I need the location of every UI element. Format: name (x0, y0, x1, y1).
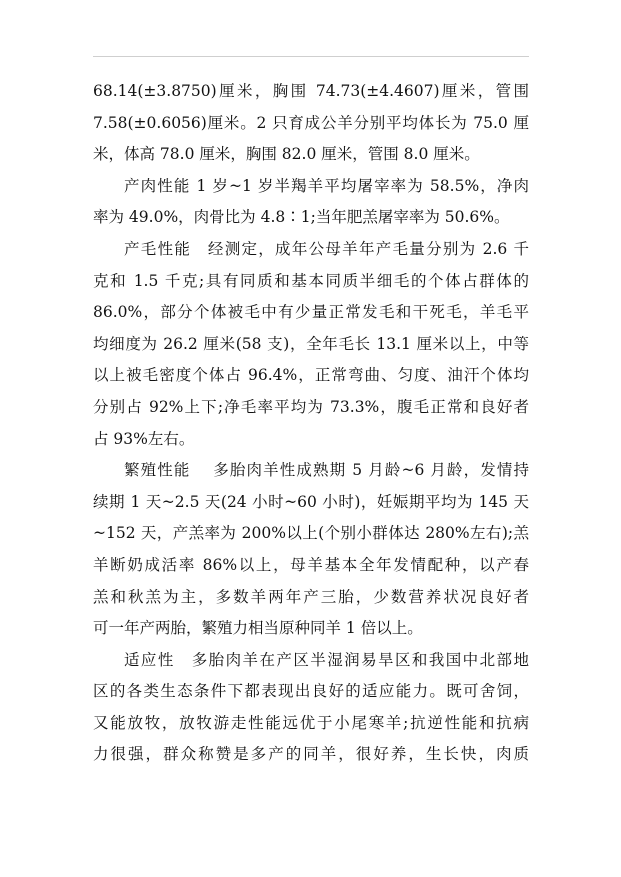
text-line: 羊断奶成活率 86%以上，母羊基本全年发情配种，以产春 (93, 555, 529, 574)
paragraph-wool-performance: 产毛性能 经测定，成年公母羊年产毛量分别为 2.6 千 (124, 239, 529, 258)
text-line: 占 93%左右。 (93, 429, 195, 448)
text-line: 以上被毛密度个体占 96.4%，正常弯曲、匀度、油汗个体均 (93, 366, 529, 385)
paragraph-adaptability: 适应性 多胎肉羊在产区半湿润易旱区和我国中北部地 (124, 650, 529, 669)
text-line: 克和 1.5 千克;具有同质和基本同质半细毛的个体占群体的 (93, 271, 529, 290)
text-line: 米，体高 78.0 厘米，胸围 82.0 厘米，管围 8.0 厘米。 (93, 145, 480, 164)
text-line: 力很强，群众称赞是多产的同羊，很好养，生长快，肉质 (93, 745, 529, 764)
text-line: 率为 49.0%，肉骨比为 4.8∶1;当年肥羔屠宰率为 50.6%。 (93, 208, 510, 227)
text-line: 续期 1 天~2.5 天(24 小时~60 小时)，妊娠期平均为 145 天 (93, 492, 529, 511)
text-line: ~152 天，产羔率为 200%以上(个别小群体达 280%左右);羔 (93, 524, 529, 543)
text-line: 86.0%，部分个体被毛中有少量正常发毛和干死毛，羊毛平 (93, 303, 529, 322)
text-line: 羔和秋羔为主，多数羊两年产三胎，少数营养状况良好者 (93, 587, 529, 606)
paragraph-meat-performance: 产肉性能 1 岁~1 岁半羯羊平均屠宰率为 58.5%，净肉 (124, 176, 529, 195)
text-line: 分别占 92%上下;净毛率平均为 73.3%，腹毛正常和良好者 (93, 397, 529, 416)
text-line: 又能放牧，放牧游走性能远优于小尾寒羊;抗逆性能和抗病 (93, 713, 529, 732)
text-line: 区的各类生态条件下都表现出良好的适应能力。既可舍饲， (93, 682, 529, 701)
header-divider (93, 56, 529, 57)
paragraph-reproduction: 繁殖性能 多胎肉羊性成熟期 5 月龄~6 月龄，发情持 (124, 461, 529, 480)
text-line: 7.58(±0.6056)厘米。2 只育成公羊分别平均体长为 75.0 厘 (93, 113, 529, 132)
text-line: 可一年产两胎，繁殖力相当原种同羊 1 倍以上。 (93, 619, 423, 638)
document-body (93, 76, 529, 771)
text-line: 68.14(±3.8750)厘米，胸围 74.73(±4.4607)厘米，管围 (93, 82, 529, 100)
text-line: 均细度为 26.2 厘米(58 支)，全年毛长 13.1 厘米以上，中等 (93, 334, 529, 353)
